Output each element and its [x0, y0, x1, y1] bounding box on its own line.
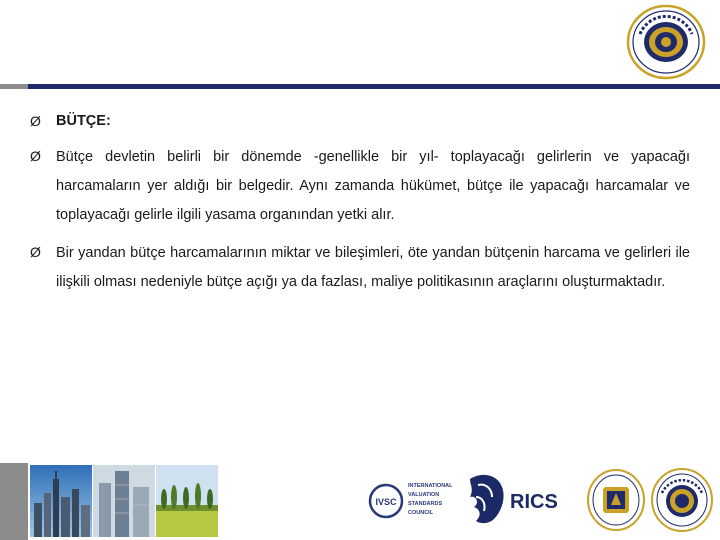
skyscraper-towers-photo: [93, 465, 155, 537]
bullet-heading: [30, 108, 690, 134]
ivsc-mark: IVSC: [375, 497, 397, 507]
header-rule-navy: [28, 84, 720, 89]
header-rule-grey: [0, 84, 28, 89]
rics-logo: [464, 467, 580, 533]
bullet-paragraph-1: [30, 143, 690, 230]
faculty-seal-logo: [586, 467, 646, 533]
university-seal-logo: [650, 467, 714, 533]
footer-banner: [0, 463, 720, 540]
footer-grey-strip: [0, 463, 28, 540]
bullet-arrow-icon: Ø: [30, 148, 41, 164]
countryside-field-photo: [156, 465, 218, 537]
slide-body: [30, 108, 690, 306]
ankara-university-seal-icon: [650, 467, 714, 533]
ivsc-logo: [368, 467, 458, 533]
paragraph-budget-definition: Bütçe devletin belirli bir dönemde -genellikle bir yıl- toplayacağı gelirlerin ve yapacağı harcamaların yer aldığı bir belgedir. Aynı zamanda hükümet, bütçe ile yapacağı harcamalar ve toplayacağı gelirle ilgili yasama organından yetki alır.: [56, 149, 690, 223]
rics-text: RICS: [510, 491, 558, 513]
section-heading: BÜTÇE:: [56, 113, 111, 129]
ivsc-line-1: INTERNATIONAL: [408, 483, 453, 489]
ankara-university-logo: [626, 4, 706, 80]
ivsc-line-3: STANDARDS: [408, 501, 443, 507]
rics-lion-icon: [470, 475, 504, 523]
bullet-paragraph-2: [30, 239, 690, 297]
bullet-arrow-icon: Ø: [30, 244, 41, 260]
ankara-university-seal-icon: [626, 4, 706, 80]
faculty-seal-icon: [586, 467, 646, 533]
ivsc-line-4: COUNCIL: [408, 510, 434, 516]
ivsc-line-2: VALUATION: [408, 492, 440, 498]
bullet-arrow-icon: Ø: [30, 113, 41, 129]
city-skyline-photo: [30, 465, 92, 537]
paragraph-budget-policy: Bir yandan bütçe harcamalarının miktar ve bileşimleri, öte yandan bütçenin harcama ve gelirleri ile ilişkili olması nedeniyle bütçe açığı ya da fazlası, maliye politikasının araçlarını oluşturmaktadır.: [56, 245, 690, 290]
